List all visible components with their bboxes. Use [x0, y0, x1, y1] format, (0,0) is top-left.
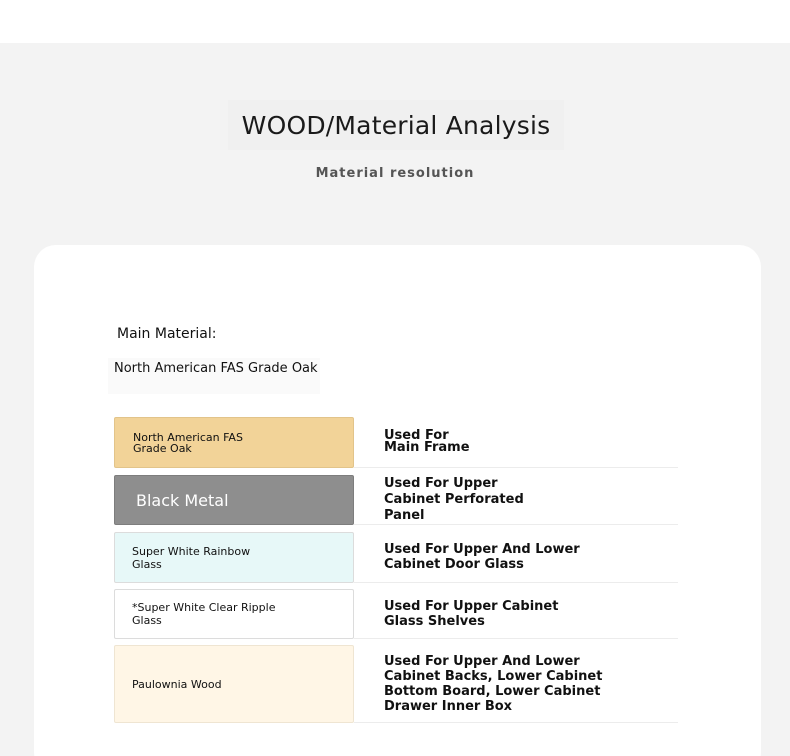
material-swatch-ripple-glass [114, 589, 354, 639]
top-bar [0, 0, 790, 43]
material-usage [354, 645, 678, 723]
material-usage-text: Used For Upper And Lower Cabinet Backs, Lower Cabinet Bottom Board, Lower Cabinet Drawer Inner Box [384, 653, 603, 714]
material-row-paulownia [114, 645, 678, 723]
material-usage-text: Used For Upper Cabinet Perforated Panel [384, 475, 524, 523]
material-row-rainbow-glass [114, 532, 678, 583]
material-name: Paulownia Wood [132, 677, 222, 691]
page-subtitle: Material resolution [315, 166, 475, 181]
material-usage [354, 589, 678, 639]
page-title: WOOD/Material Analysis [241, 110, 551, 140]
material-usage [354, 532, 678, 583]
material-row-oak [114, 417, 678, 468]
material-name: North American FAS Grade Oak [133, 430, 243, 455]
material-usage-text: Used For Upper And Lower Cabinet Door Glass [384, 542, 580, 572]
title-block [228, 100, 564, 150]
material-usage [354, 475, 678, 525]
material-swatch-rainbow-glass [114, 532, 354, 583]
material-swatch-black-metal [114, 475, 354, 525]
material-name: Super White Rainbow Glass [132, 544, 251, 571]
main-material-value: North American FAS Grade Oak [108, 358, 320, 394]
material-usage-text: Used For Main Frame [384, 428, 470, 455]
material-name: *Super White Clear Ripple Glass [132, 601, 276, 627]
material-row-ripple-glass [114, 589, 678, 639]
material-row-black-metal [114, 475, 678, 525]
material-name: Black Metal [136, 490, 229, 510]
material-swatch-oak [114, 417, 354, 468]
material-swatch-paulownia [114, 645, 354, 723]
material-usage [354, 417, 678, 468]
material-usage-text: Used For Upper Cabinet Glass Shelves [384, 598, 559, 629]
main-material-label: Main Material: [117, 326, 217, 342]
